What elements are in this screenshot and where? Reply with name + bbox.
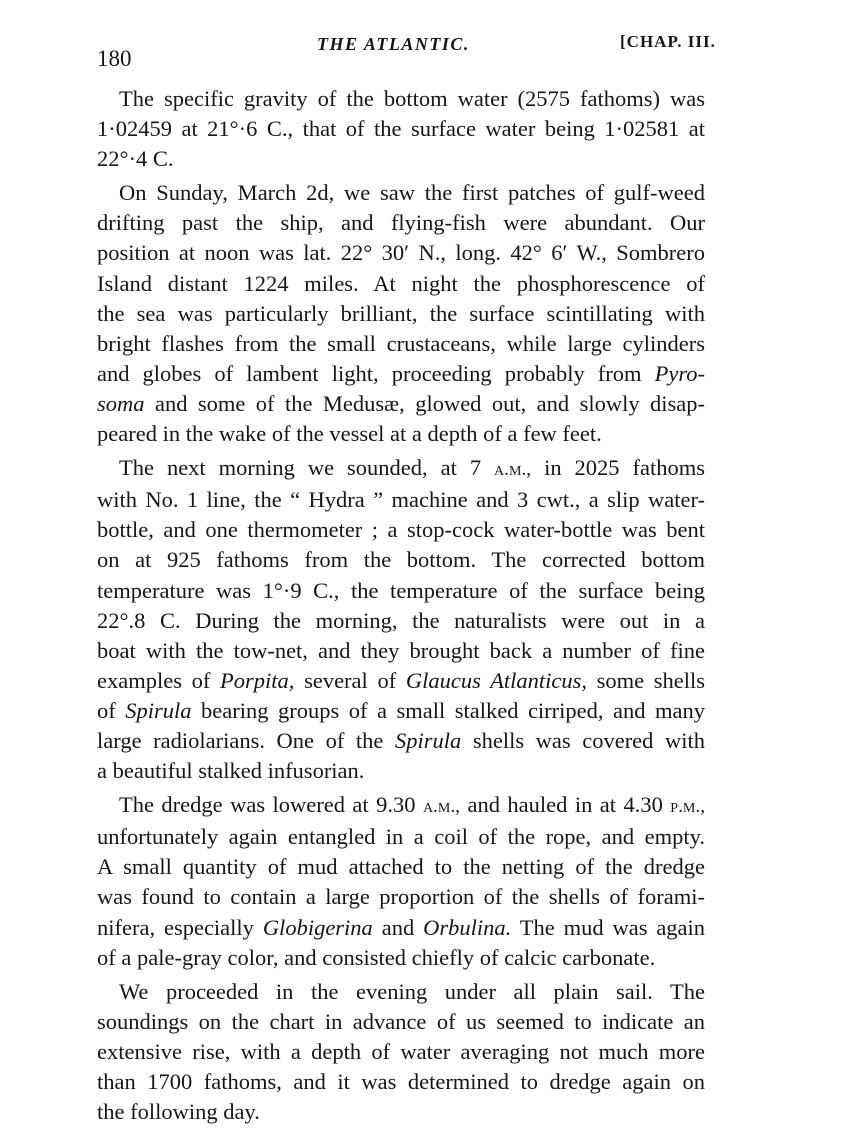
text-segment: The mud was again <box>519 914 706 940</box>
text-segment: several of <box>304 667 397 693</box>
text-segment: and hauled in at 4.30 <box>467 792 663 818</box>
time-abbrev: a.m., <box>422 796 461 818</box>
time-abbrev: p.m., <box>670 796 706 818</box>
text-line: On Sunday, March 2d, we saw the first patches of gulf-weed <box>119 180 705 206</box>
text-line: drifting past the ship, and flying-fish were abundant. Our <box>97 210 705 236</box>
text-line: of a pale-gray color, and consisted chiefly of calcic carbonate. <box>97 944 656 970</box>
text-line: Island distant 1224 miles. At night the phosphorescence of <box>97 270 705 296</box>
text-line: was found to contain a large proportion of the shells of forami- <box>97 884 705 910</box>
text-line: The specific gravity of the bottom water (2575 fathoms) was <box>119 86 705 111</box>
text-line <box>97 359 705 389</box>
text-line: boat with the tow-net, and they brought back a number of fine <box>97 637 705 663</box>
text-segment: bearing groups of a small stalked cirriped, and many <box>201 697 705 723</box>
text-line: position at noon was lat. 22° 30′ N., long. 42° 6′ W., Sombrero <box>97 240 705 266</box>
text-segment: and some of the Medusæ, glowed out, and slowly disap- <box>154 390 706 416</box>
text-line: the sea was particularly brilliant, the surface scintillating with <box>97 300 705 326</box>
text-segment: examples of <box>97 667 211 693</box>
text-segment: and <box>381 914 415 940</box>
text-line: extensive rise, with a depth of water averaging not much more <box>97 1038 705 1064</box>
page-number: 180 <box>97 46 132 71</box>
italic-term: Spirula <box>125 697 192 723</box>
text-line <box>97 790 705 822</box>
text-line: We proceeded in the evening under all plain sail. The <box>119 978 705 1004</box>
text-line <box>97 666 705 696</box>
text-line: 22°.8 C. During the morning, the naturalists were out in a <box>97 607 705 633</box>
text-line: 22°·4 C. <box>97 146 174 172</box>
text-line: on at 925 fathoms from the bottom. The corrected bottom <box>97 547 705 573</box>
text-segment: of <box>97 697 116 723</box>
paragraph-5 <box>97 977 705 1127</box>
text-segment: some shells <box>596 667 706 693</box>
text-segment: and globes of lambent light, proceeding probably from <box>97 360 642 386</box>
page-header <box>0 30 852 70</box>
text-line: the following day. <box>97 1099 260 1125</box>
text-line <box>97 453 705 485</box>
text-line <box>97 696 705 726</box>
text-line: temperature was 1°·9 C., the temperature of the surface being <box>97 577 705 603</box>
text-line: A small quantity of mud attached to the netting of the dredge <box>97 854 705 880</box>
italic-term: Globigerina <box>262 914 373 940</box>
text-line: unfortunately again entangled in a coil of the rope, and empty. <box>97 824 705 850</box>
italic-term: Glaucus Atlanticus, <box>405 667 587 693</box>
text-line: bottle, and one thermometer ; a stop-cock water-bottle was bent <box>97 517 705 543</box>
text-line <box>97 913 705 943</box>
text-line: peared in the wake of the vessel at a depth of a few feet. <box>97 421 602 447</box>
italic-term: Pyro- <box>654 360 706 386</box>
text-line <box>97 389 705 419</box>
italic-term: Orbulina. <box>423 914 512 940</box>
text-segment: The next morning we sounded, at 7 <box>119 455 482 481</box>
text-line: a beautiful stalked infusorian. <box>97 758 365 784</box>
chapter-label: [CHAP. III. <box>620 32 716 51</box>
italic-term: soma <box>97 390 145 416</box>
running-title: THE ATLANTIC. <box>317 34 470 54</box>
text-line: bright flashes from the small crustaceans, while large cylinders <box>97 330 705 356</box>
text-segment: large radiolarians. One of the <box>97 727 384 753</box>
italic-term: Porpita, <box>220 667 295 693</box>
paragraph-1 <box>97 84 705 174</box>
paragraph-4 <box>97 790 705 973</box>
text-line <box>97 726 705 756</box>
text-segment: The dredge was lowered at 9.30 <box>119 792 416 818</box>
time-abbrev: a.m., <box>494 459 532 481</box>
italic-term: Spirula <box>394 727 462 753</box>
text-line: 1·02459 at 21°·6 C., that of the surface water being 1·02581 at <box>97 116 705 142</box>
text-line: with No. 1 line, the “ Hydra ” machine and 3 cwt., a slip water- <box>97 487 705 513</box>
text-line: than 1700 fathoms, and it was determined to dredge again on <box>97 1069 705 1094</box>
paragraph-2 <box>97 178 705 449</box>
text-line: soundings on the chart in advance of us seemed to indicate an <box>97 1008 705 1034</box>
paragraph-3 <box>97 453 705 786</box>
text-segment: nifera, especially <box>97 914 254 940</box>
body-text <box>97 84 705 1127</box>
text-segment: in 2025 fathoms <box>544 455 706 481</box>
text-segment: shells was covered with <box>472 727 705 753</box>
